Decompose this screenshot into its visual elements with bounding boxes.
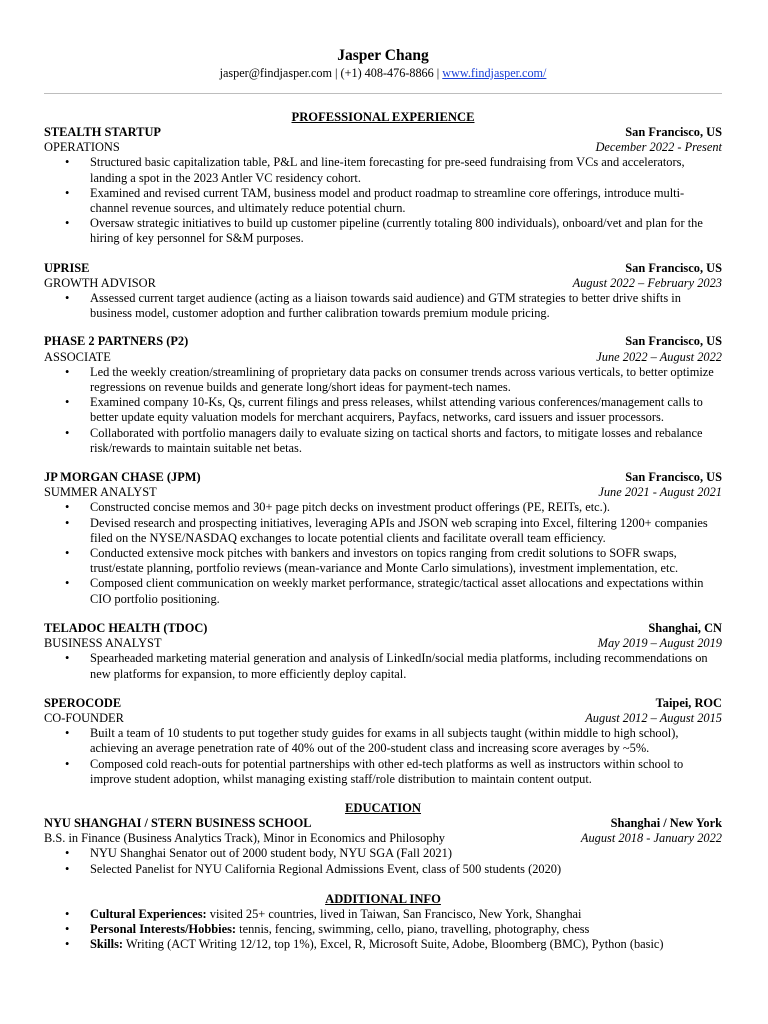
header-divider [44,93,722,94]
job-date: June 2021 - August 2021 [598,485,722,500]
info-text: Writing (ACT Writing 12/12, top 1%), Excel, R, Microsoft Suite, Adobe, Bloomberg (BMC), Python (basic) [123,937,664,952]
info-item [90,922,722,937]
job-location: San Francisco, US [625,470,722,485]
school-name: NYU SHANGHAI / STERN BUSINESS SCHOOL [44,815,312,830]
resume-page [44,47,722,952]
bullet-item: • Led the weekly creation/streamlining of proprietary data packs on consumer trends across various verticals, to better optimize regressions on revenue builds and generate long/short ideas for payment-tech names. [90,365,722,395]
job-bullets [44,291,722,321]
job-bullets [44,155,722,246]
company-name: JP MORGAN CHASE (JPM) [44,470,201,485]
job-location: San Francisco, US [625,334,722,349]
website-link[interactable]: www.findjasper.com/ [442,66,547,80]
job-bullets [44,500,722,606]
additional-section [44,892,722,953]
job-bullets [44,726,722,787]
bullet-item: • Examined company 10-Ks, Qs, current filings and press releases, whilst attending various conferences/management calls to better update equity valuation models for merchant acquirers, Payfacs, networks, card issuers and issuer processors. [90,395,722,425]
education-date: August 2018 - January 2022 [580,831,722,846]
bullet-item: • Composed cold reach-outs for potential partnerships with other ed-tech platforms as well as instructors within school to improve student adoption, whilst managing existing staff/role distribution to maintain content output. [90,757,722,787]
bullet-item: • Spearheaded marketing material generation and analysis of LinkedIn/social media platforms, including recommendations on new platforms for expansion, to more efficiently deploy capital. [90,651,722,681]
bullet-item: • Constructed concise memos and 30+ page pitch decks on investment product offerings (PE, REITs, etc.). [90,500,722,515]
info-item [90,907,722,922]
education-heading: EDUCATION [344,800,422,815]
experience-heading: PROFESSIONAL EXPERIENCE [291,110,475,124]
job-location: San Francisco, US [625,260,722,275]
bullet-item: • Built a team of 10 students to put together study guides for exams in all subjects taught (within middle to high school), achieving an average penetration rate of 40% out of the 200-student class and increasing score averages by ~5%. [90,726,722,756]
candidate-name: Jasper Chang [337,47,429,64]
job-date: December 2022 - Present [595,140,722,155]
job-entry [44,470,722,607]
contact-line [44,66,722,81]
job-date: August 2022 – February 2023 [572,275,722,290]
info-label: Personal Interests/Hobbies: [90,921,237,936]
contact-info: jasper@findjasper.com | (+1) 408-476-8866 | [219,66,443,80]
job-entry [44,261,722,322]
bullet-item: • Collaborated with portfolio managers daily to evaluate sizing on tactical shorts and factors, to mitigate losses and rebalance risk/rewards to maintain suitable net betas. [90,426,722,456]
job-entry [44,621,722,682]
job-role: CO-FOUNDER [44,710,124,725]
job-location: Shanghai, CN [648,620,722,635]
job-entry [44,125,722,247]
bullet-item: • Examined and revised current TAM, business model and product roadmap to streamline core offerings, introduce multi-channel revenue sources, and ultimately reduce potential churn. [90,186,722,216]
info-item [90,937,722,952]
additional-bullets [44,907,722,953]
job-bullets [44,651,722,681]
additional-heading: ADDITIONAL INFO [325,891,441,906]
bullet-item: • Devised research and prospecting initiatives, leveraging APIs and JSON web scraping into Excel, filtering 1200+ companies filed on the NYSE/NASDAQ exchanges to locate potential clients and facilitate overall team efficiency. [90,516,722,546]
bullet-item: • NYU Shanghai Senator out of 2000 student body, NYU SGA (Fall 2021) [90,846,722,861]
info-label: Skills: [90,937,124,952]
company-name: TELADOC HEALTH (TDOC) [44,620,208,635]
company-name: SPEROCODE [44,695,122,710]
info-text: tennis, fencing, swimming, cello, piano, travelling, photography, chess [236,921,590,936]
bullet-item: • Selected Panelist for NYU California Regional Admissions Event, class of 500 students (2020) [90,862,722,877]
job-bullets [44,365,722,456]
bullet-item: • Composed client communication on weekly market performance, strategic/tactical asset allocations and expectations within CIO portfolio positioning. [90,576,722,606]
job-date: August 2012 – August 2015 [585,710,722,725]
job-entry [44,334,722,456]
info-text: visited 25+ countries, lived in Taiwan, San Francisco, New York, Shanghai [206,906,582,921]
bullet-item: • Conducted extensive mock pitches with bankers and investors on topics ranging from credit solutions to SOFR swaps, trust/estate planning, portfolio reviews (mean-variance and Monte Carlo simulations), investment implementation, etc. [90,546,722,576]
info-label: Cultural Experiences: [90,906,207,921]
job-entry [44,696,722,787]
job-location: San Francisco, US [625,125,722,139]
job-role: ASSOCIATE [44,349,111,364]
company-name: PHASE 2 PARTNERS (P2) [44,334,189,349]
bullet-item: • Oversaw strategic initiatives to build up customer pipeline (currently totaling 800 individuals), onboard/vet and plan for the hiring of key personnel for S&M purposes. [90,216,722,246]
job-date: June 2022 – August 2022 [596,349,722,364]
school-location: Shanghai / New York [610,815,722,830]
job-role: GROWTH ADVISOR [44,275,156,290]
degree: B.S. in Finance (Business Analytics Track), Minor in Economics and Philosophy [44,831,445,846]
job-role: SUMMER ANALYST [44,485,157,500]
job-date: May 2019 – August 2019 [597,636,722,651]
job-role: BUSINESS ANALYST [44,636,162,651]
education-section [44,801,722,877]
job-location: Taipei, ROC [655,695,722,710]
experience-section [44,110,722,952]
bullet-item: • Assessed current target audience (acting as a liaison towards said audience) and GTM strategies to better drive shifts in business model, customer adoption and further calibration towards premium module pricing. [90,291,722,321]
education-bullets [44,846,722,876]
bullet-item: • Structured basic capitalization table, P&L and line-item forecasting for pre-seed fundraising from VCs and accelerators, landing a spot in the 2023 Antler VC residency cohort. [90,155,722,185]
company-name: UPRISE [44,260,90,275]
job-role: OPERATIONS [44,140,120,155]
company-name: STEALTH STARTUP [44,125,161,139]
